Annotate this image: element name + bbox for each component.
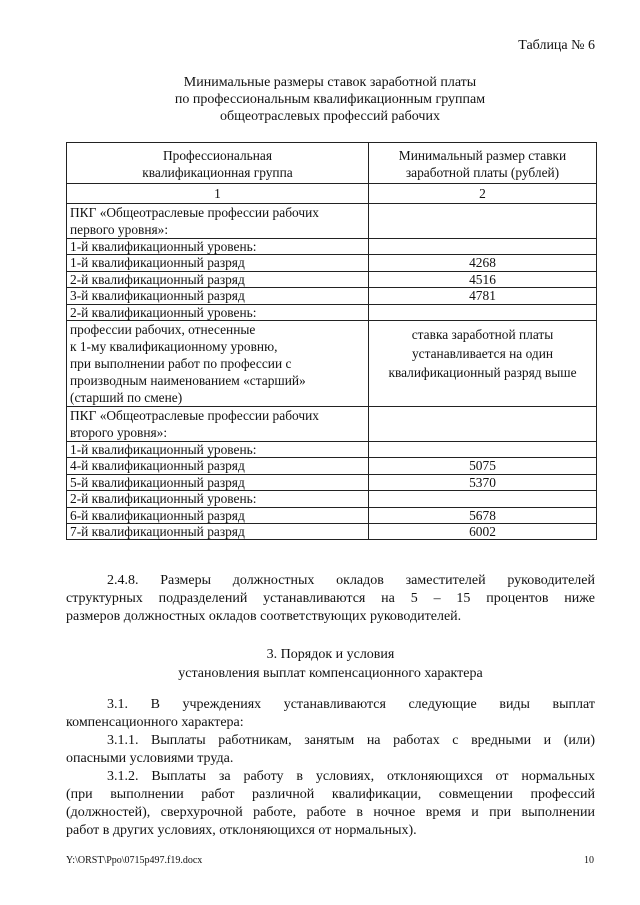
grade-name: 3-й квалификационный разряд (67, 288, 369, 304)
grade-rate: 5075 (369, 458, 597, 474)
page-number: 10 (584, 855, 594, 866)
table-row (67, 474, 597, 490)
grade-name: 2-й квалификационный разряд (67, 271, 369, 287)
table-row (67, 507, 597, 523)
table-title-line: общеотраслевых профессий рабочих (220, 109, 440, 124)
level-label: 1-й квалификационный уровень: (67, 239, 369, 255)
column-number: 2 (369, 184, 597, 204)
table-title (66, 74, 594, 125)
wage-rates-table (66, 142, 597, 540)
pkg1-title: ПКГ «Общеотраслевые профессии рабочих первого уровня»: (67, 204, 369, 239)
pkg2-title: ПКГ «Общеотраслевые профессии рабочих второго уровня»: (67, 407, 369, 442)
table-row (67, 255, 597, 271)
grade-name: 5-й квалификационный разряд (67, 474, 369, 490)
table-row (67, 271, 597, 287)
section-title-line: 3. Порядок и условия (266, 647, 395, 662)
table-row (67, 239, 597, 255)
header-cell-group: Профессиональная квалификационная группа (67, 143, 369, 184)
table-title-line: Минимальные размеры ставок заработной платы (183, 75, 477, 90)
footer-file-path: Y:\ORST\Ppo\0715p497.f19.docx (66, 855, 203, 866)
table-row (67, 288, 597, 304)
grade-name: 7-й квалификационный разряд (67, 524, 369, 540)
senior-rate-note: ставка заработной платы устанавливается на один квалификационный разряд выше (369, 321, 597, 407)
table-title-line: по профессиональным квалификационным группам (174, 92, 486, 107)
level-label: 1-й квалификационный уровень: (67, 442, 369, 458)
level-label: 2-й квалификационный уровень: (67, 304, 369, 320)
table-row (67, 524, 597, 540)
empty-cell (369, 491, 597, 507)
level-label: 2-й квалификационный уровень: (67, 491, 369, 507)
grade-name: 4-й квалификационный разряд (67, 458, 369, 474)
section-title-line: установления выплат компенсационного характера (178, 666, 483, 681)
senior-professions-cell: профессии рабочих, отнесенные к 1-му квалификационному уровню, при выполнении работ по профессии с производным наименованием «старший» (старший по смене) (67, 321, 369, 407)
grade-rate: 5370 (369, 474, 597, 490)
paragraph-3-1: 3.1. В учреждениях устанавливаются следующие виды выплат компенсационного характера: (66, 697, 595, 730)
table-row (67, 304, 597, 320)
empty-cell (369, 442, 597, 458)
empty-cell (369, 304, 597, 320)
table-number-label: Таблица № 6 (518, 38, 595, 53)
paragraph-3-1-2: 3.1.2. Выплаты за работу в условиях, отклоняющихся от нормальных (при выполнении работ различной квалификации, совмещении профессий (должностей), сверхурочной работе, работе в ночное время и при выполнении работ в других условиях, отклоняющихся от нормальных). (66, 769, 595, 838)
empty-cell (369, 204, 597, 239)
table-header-row (67, 143, 597, 184)
table-row (67, 321, 597, 407)
grade-rate: 4516 (369, 271, 597, 287)
paragraph-3-1-1: 3.1.1. Выплаты работникам, занятым на работах с вредными и (или) опасными условиями труда. (66, 733, 595, 766)
table-row (67, 442, 597, 458)
table-row (67, 458, 597, 474)
grade-name: 6-й квалификационный разряд (67, 507, 369, 523)
table-row (67, 204, 597, 239)
header-cell-rate: Минимальный размер ставки заработной платы (рублей) (369, 143, 597, 184)
paragraph-2-4-8: 2.4.8. Размеры должностных окладов заместителей руководителей структурных подразделений устанавливаются на 5 – 15 процентов ниже размеров должностных окладов соответствующих руководителей. (66, 573, 595, 624)
column-number: 1 (67, 184, 369, 204)
section-3-title (66, 645, 595, 683)
grade-rate: 4781 (369, 288, 597, 304)
column-number-row (67, 184, 597, 204)
grade-rate: 6002 (369, 524, 597, 540)
grade-rate: 4268 (369, 255, 597, 271)
table-row (67, 491, 597, 507)
empty-cell (369, 407, 597, 442)
grade-name: 1-й квалификационный разряд (67, 255, 369, 271)
empty-cell (369, 239, 597, 255)
table-row (67, 407, 597, 442)
grade-rate: 5678 (369, 507, 597, 523)
